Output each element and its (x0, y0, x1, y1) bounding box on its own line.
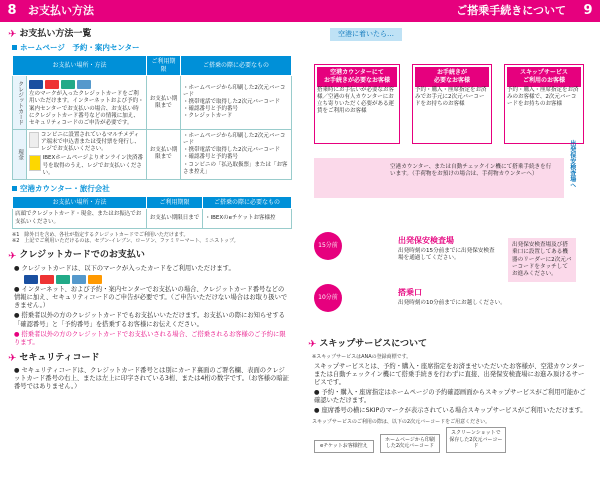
row-cash-label: 現金 (13, 130, 27, 180)
visa-card-icon (29, 80, 43, 89)
table-row (13, 209, 292, 228)
row-credit-label: クレジットカード (13, 76, 27, 130)
skip-box (504, 64, 584, 144)
row-cash-need: ・ホームページから印刷した2次元バーコード ・携帯電話で取得した2次元バーコード ・確認番号と予約番号 ・コンビニの「払込取扱票」または「お客さま控え」 (181, 130, 292, 180)
master-card-icon (40, 275, 54, 284)
security-title: 出発保安検査場 (398, 236, 454, 245)
page-number-right: 9 (583, 2, 593, 18)
th-need: ご搭乗の際に必要なもの (181, 55, 292, 76)
skip-bul2-text: 座席番号の横にSKIPのマークが表示されている場合スキップサービスがご利用いただけます。 (321, 407, 587, 415)
security-code-title (8, 352, 300, 365)
box2-text: 予約・購入・座席指定をお済みでお手元に2次元バーコードをお持ちのお客様 (415, 86, 487, 107)
plane-icon: ✈ (8, 250, 17, 262)
left-header-title: お支払い方法 (28, 3, 94, 17)
bullet-5: ● セキュリティコードは、クレジットカード番号とは別にカード裏面のご署名欄、表面のクレジットカード番号の右上、または左上に印字されている3桁、または4桁の数字です。（お客様の暗証番号ではありません。） (14, 367, 289, 391)
th-place: お支払い場所・方法 (13, 55, 147, 76)
bul4-text: 搭乗者以外の方のクレジットカードでお支払いされる場合、ご搭乗されるお客様のご予約に限ります。 (14, 330, 286, 346)
bul2-text: インターネット、および予約・案内センターでお支払いの場合、クレジットカード番号などの情報に加え、セキュリティコードのご申告が必要です。（ご申告いただけない場合はお取り扱いできません。） (14, 285, 288, 310)
convenience-store-logo-icon (29, 132, 39, 148)
right-page (300, 0, 600, 500)
pay-easy-logo-icon (29, 155, 41, 171)
th2-place: お支払い場所・方法 (13, 196, 147, 209)
table-row (13, 130, 292, 180)
t2-need: ・IBEXのeチケットお客様控 (203, 209, 292, 228)
th2-limit: ご利用期限 (147, 196, 203, 209)
row-credit-cell (27, 76, 147, 130)
bullet-2: ● インターネット、および予約・案内センターでお支払いの場合、クレジットカード番号などの情報に加え、セキュリティコードのご申告が必要です。（ご申告いただけない場合はお取り扱いできません。） (14, 285, 288, 310)
box1-text: 搭乗時にお手伝いが必要なお客様／空港の有人カウンターにお立ち寄りいただく必要がある運賃をご利用のお客様 (317, 86, 395, 115)
counter-box (314, 64, 400, 144)
skip-bullet-2: ● 座席番号の横にSKIPのマークが表示されている場合スキップサービスがご利用いただけます。 (314, 407, 587, 415)
code-eticket: eチケットお客様控え (314, 440, 374, 453)
t2-place: 店頭でクレジットカード・現金、またはお振込でお支払いください。 (13, 209, 147, 228)
bul3-text: 搭乗者以外の方のクレジットカードでもお支払いいただけます。お支払いの際にお知らせする「確認番号」と「予約番号」を搭乗するお客様にお伝えください。 (14, 312, 285, 328)
skip-note: ※スキップサービスはANAの登録商標です。 (312, 354, 412, 360)
skip-side-label: 出発保安検査場へ (568, 140, 576, 188)
plane-icon: ✈ (8, 353, 17, 365)
amex-card-icon (72, 275, 86, 284)
skip-reader-note: 出発保安検査場及び搭乗口に設置してある機器のリーダーに2次元バーコードをタッチしてお進みください。 (508, 238, 576, 282)
payment-list-title (8, 28, 300, 41)
credit-section-title (8, 250, 300, 263)
cash-logos-2 (29, 155, 144, 176)
procedure-box (412, 64, 492, 144)
skip-bullet-1: ● 予約・購入・座席指定はホームページの予約確認画面からスキップサービスがご利用可能かご確認いただけます。 (314, 389, 586, 405)
page-number-left: 8 (7, 2, 17, 18)
row-credit-limit: お支払い期限まで (147, 76, 181, 130)
bul5-text: セキュリティコードは、クレジットカード番号とは別にカード裏面のご署名欄、表面のクレジットカード番号の右上、または左上に印字されている3桁、または4桁の数字です。（お客様の暗証番号ではありません。） (14, 367, 289, 391)
bullet-1: ● クレジットカードは、以下のマークが入ったカードをご利用いただけます。 (14, 264, 235, 272)
skip-section (300, 338, 600, 453)
th2-need: ご搭乗の際に必要なもの (203, 196, 292, 209)
bullet-4: ● 搭乗者以外の方のクレジットカードでお支払いされる場合、ご搭乗されるお客様のご予約に限ります。 (14, 330, 286, 346)
airport-table (12, 196, 292, 229)
row-cash-text2: IBEXホームページよりオンライン決済番号を取得のうえ、レジでお支払いください。 (42, 155, 143, 176)
skip-title-text: スキップサービスについて (319, 338, 428, 349)
bul1-text: クレジットカードは、以下のマークが入ったカードをご利用いただけます。 (21, 264, 235, 272)
diners-card-icon (88, 275, 102, 284)
box2-title: お手続きが 必要なお客様 (415, 67, 489, 87)
section1-title: お支払い方法一覧 (19, 28, 92, 39)
box3-text: 予約・購入・座席指定をお済みのお客様で、2次元バーコードをお持ちのお客様 (507, 86, 579, 107)
jcb-card-icon (56, 275, 70, 284)
sub-airport (12, 184, 300, 194)
jcb-card-icon (61, 80, 75, 89)
right-header-title: ご搭乗手続きについて (456, 3, 566, 17)
skip-section-title (308, 338, 600, 351)
plane-icon: ✈ (308, 339, 317, 350)
section3-title: セキュリティコード (19, 352, 100, 363)
master-card-icon (45, 80, 59, 89)
amex-card-icon (77, 80, 91, 89)
airport-tag: 空港に着いたら… (330, 28, 402, 41)
min15-badge: 15分前 (314, 232, 342, 260)
cash-logos (29, 132, 144, 153)
bullet-3: ● 搭乗者以外の方のクレジットカードでもお支払いいただけます。お支払いの際にお知らせする「確認番号」と「予約番号」を搭乗するお客様にお伝えください。 (14, 312, 285, 328)
note1: ※1 除外日を含め、各社が指定するクレジットカードでご利用いただけます。 (12, 231, 189, 238)
note2: ※2 上記でご利用いただけるのは、セブン-イレブン、ローソン、ファミリーマート、ミニストップ。 (12, 238, 239, 245)
security-text: 出発時刻の15分前までに出発保安検査場を通過してください。 (398, 248, 495, 262)
sub1-text: ホームページ 予約・案内センター (20, 43, 140, 52)
row-credit-need: ・ホームページから印刷した2次元バーコード ・携帯電話で取得した2次元バーコード ・確認番号と予約番号 ・クレジットカード (181, 76, 292, 130)
row-credit-text: 左のマークが入ったクレジットカードをご利用いただけます。インターネットおよび予約・案内センターでお支払いの場合、お支払い時にクレジットカード番号などの情報に加え、セキュリティコードのご申告が必要です。 (29, 91, 144, 126)
plane-icon: ✈ (8, 29, 17, 40)
left-header (0, 0, 300, 22)
th-limit: ご利用期限 (147, 55, 181, 76)
checkin-text: 空港カウンター、または自動チェックイン機にて搭乗手続きを行います。（手荷物をお預けの場合は、手荷物カウンターへ） (390, 164, 552, 178)
card-logos (29, 80, 144, 89)
code-homepage: ホームページから印刷した2次元バーコード (380, 434, 440, 453)
skip-footer: スキップサービスのご利用の際は、以下の2次元バーコードをご用意ください。 (312, 418, 491, 425)
box3-title: スキップサービス ご利用のお客様 (507, 67, 581, 87)
code-options (314, 427, 600, 453)
row-cash-cell (27, 130, 147, 180)
box1-title: 空港カウンターにて お手続きが必要なお客様 (317, 67, 397, 87)
gate-text: 出発時刻の10分前までにお越しください。 (398, 300, 506, 306)
t2-limit: お支払い期限日まで (147, 209, 203, 228)
visa-card-icon (24, 275, 38, 284)
min10-badge: 10分前 (314, 284, 342, 312)
gate-title: 搭乗口 (398, 288, 422, 297)
right-header (300, 0, 600, 22)
section2-title: クレジットカードでのお支払い (19, 250, 145, 261)
sub2-text: 空港カウンター・旅行会社 (20, 183, 110, 193)
code-screenshot: スクリーンショットで保存した2次元バーコード (446, 427, 506, 453)
payment-table (12, 55, 292, 180)
row-cash-text1: コンビニに設置されているマルチメディア端末で申込書または受付票を発行し、レジでお支払いください。 (40, 132, 140, 153)
sub-homepage (12, 43, 300, 53)
table-row (13, 76, 292, 130)
card-logos-2 (24, 275, 300, 284)
skip-text: スキップサービスとは、予約・購入・座席指定をお済ませいただいたお客様が、空港カウンターまたは自動チェックイン機にて搭乗手続きを行わずに直接、出発保安検査場にお進み頂けるサービスです。 (314, 362, 585, 386)
skip-bul1-text: 予約・購入・座席指定はホームページの予約確認画面からスキップサービスがご利用可能かご確認いただけます。 (314, 389, 586, 405)
row-cash-limit: お支払い期限まで (147, 130, 181, 180)
